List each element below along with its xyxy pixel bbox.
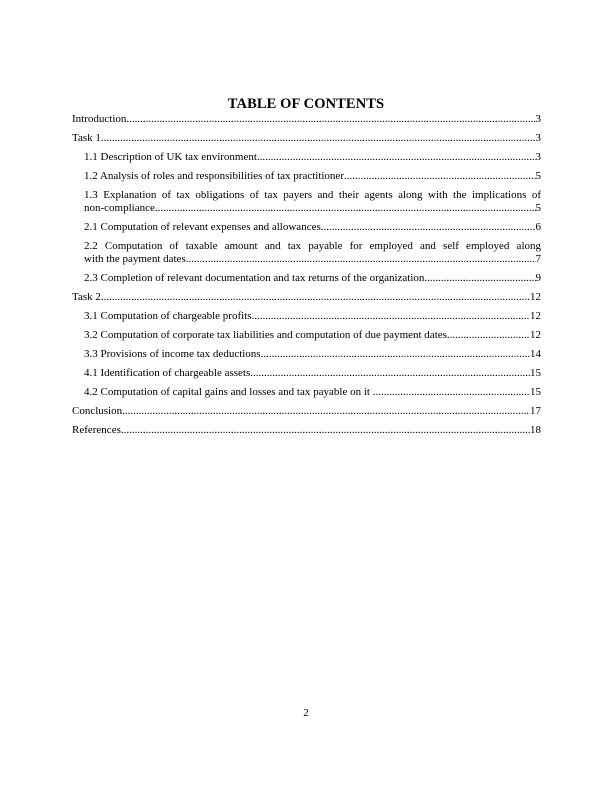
toc-entry-references[interactable] [72, 424, 541, 437]
toc-entry-page: 3 [535, 113, 541, 125]
toc-entry-page: 3 [535, 132, 541, 144]
dot-leader [424, 272, 535, 285]
dot-leader [121, 424, 530, 437]
toc-entry-page: 7 [535, 253, 541, 265]
toc-entry-label: 3.1 Computation of chargeable profits [84, 310, 252, 322]
toc-entry-label: 1.2 Analysis of roles and responsibilities of tax practitioner [84, 170, 344, 182]
toc-entry-2-2[interactable] [72, 240, 541, 266]
toc-entry-label: 3.3 Provisions of income tax deductions [84, 348, 261, 360]
table-of-contents [72, 113, 541, 443]
dot-leader [257, 151, 536, 164]
toc-entry-label: 2.1 Computation of relevant expenses and allowances [84, 221, 321, 233]
dot-leader [344, 170, 536, 183]
toc-entry-page: 15 [530, 386, 541, 398]
page-number: 2 [303, 707, 309, 719]
toc-entry-label-line2: with the payment dates [84, 253, 186, 265]
dot-leader [186, 253, 536, 266]
dot-leader [126, 113, 535, 126]
dot-leader [252, 310, 530, 323]
toc-entry-page: 12 [530, 310, 541, 322]
toc-entry-page: 18 [530, 424, 541, 436]
toc-entry-task-2[interactable] [72, 291, 541, 304]
toc-entry-3-2[interactable] [72, 329, 541, 342]
toc-entry-3-1[interactable] [72, 310, 541, 323]
toc-entry-conclusion[interactable] [72, 405, 541, 418]
toc-entry-label-line1: 1.3 Explanation of tax obligations of tax payers and their agents along with the implications of [84, 189, 541, 201]
dot-leader [261, 348, 530, 361]
toc-entry-label: Task 2 [72, 291, 101, 303]
toc-entry-3-3[interactable] [72, 348, 541, 361]
dot-leader [122, 405, 530, 418]
toc-entry-page: 12 [530, 329, 541, 341]
toc-entry-1-2[interactable] [72, 170, 541, 183]
dot-leader [101, 291, 530, 304]
toc-entry-label: 1.1 Description of UK tax environment [84, 151, 257, 163]
dot-leader [155, 202, 536, 215]
toc-entry-label: 2.3 Completion of relevant documentation and tax returns of the organization [84, 272, 425, 284]
dot-leader [321, 221, 536, 234]
dot-leader [250, 367, 530, 380]
toc-entry-2-1[interactable] [72, 221, 541, 234]
toc-entry-page: 15 [530, 367, 541, 379]
toc-entry-page: 3 [535, 151, 541, 163]
toc-entry-4-2[interactable] [72, 386, 541, 399]
toc-entry-page: 9 [535, 272, 541, 284]
toc-entry-page: 5 [535, 202, 541, 214]
toc-entry-label: 3.2 Computation of corporate tax liabilities and computation of due payment dates [84, 329, 447, 341]
toc-entry-1-3[interactable] [72, 189, 541, 215]
toc-entry-label-line2: non-compliance [84, 202, 155, 214]
toc-entry-page: 17 [530, 405, 541, 417]
toc-entry-task-1[interactable] [72, 132, 541, 145]
toc-entry-page: 14 [530, 348, 541, 360]
toc-entry-label: References [72, 424, 121, 436]
toc-entry-introduction[interactable] [72, 113, 541, 126]
dot-leader [101, 132, 536, 145]
toc-entry-label-line1: 2.2 Computation of taxable amount and tax payable for employed and self employed along [84, 240, 541, 252]
toc-entry-label: 4.2 Computation of capital gains and losses and tax payable on it [84, 386, 373, 398]
toc-entry-label: Task 1 [72, 132, 101, 144]
toc-title: TABLE OF CONTENTS [227, 96, 385, 112]
toc-entry-label: 4.1 Identification of chargeable assets [84, 367, 251, 379]
toc-entry-page: 5 [535, 170, 541, 182]
toc-entry-4-1[interactable] [72, 367, 541, 380]
toc-entry-1-1[interactable] [72, 151, 541, 164]
dot-leader [373, 386, 530, 399]
toc-entry-label: Conclusion [72, 405, 123, 417]
dot-leader [447, 329, 530, 342]
toc-entry-label: Introduction [72, 113, 127, 125]
toc-entry-2-3[interactable] [72, 272, 541, 285]
toc-entry-page: 12 [530, 291, 541, 303]
toc-entry-page: 6 [535, 221, 541, 233]
